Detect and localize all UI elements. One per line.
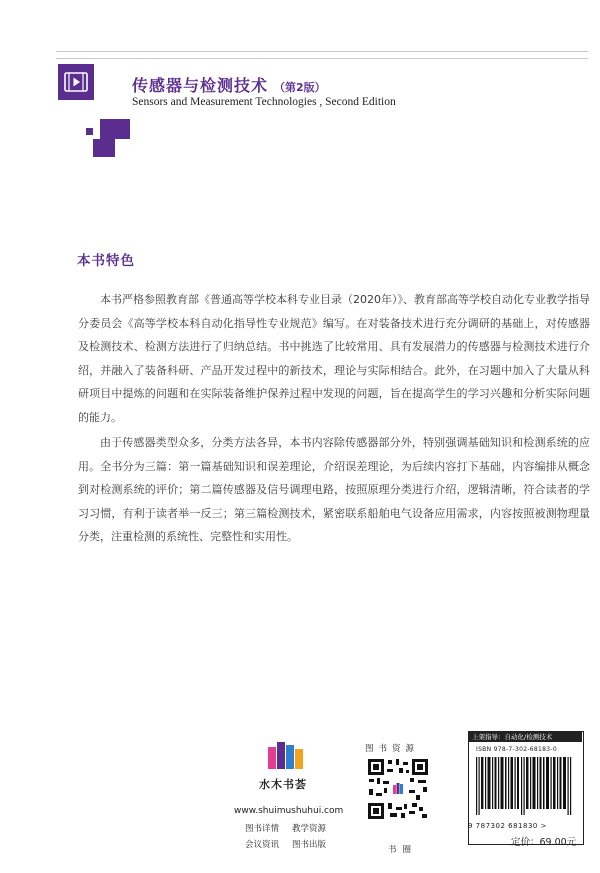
link-conference-info[interactable]: 会议资讯: [245, 840, 280, 850]
isbn-number: ISBN 978-7-302-68183-0: [476, 746, 557, 753]
video-icon: [58, 64, 94, 100]
publisher-brand: 水木书荟: [259, 778, 307, 791]
publisher-logo-icon: [268, 742, 306, 772]
features-paragraph-1: 本书严格参照教育部《普通高等学校本科专业目录（2020年）》、教育部高等学校自动化专业教学指导分委员会《高等学校本科自动化指导性专业规范》编写。在对装备技术进行充分调研的基础上，对传感器及检测技术、检测方法进行了归纳总结。书中挑选了比较常用、具有发展潜力的传感器与检测技术进行介绍，并融入了装备科研、产品开发过程中的新技术，理论与实际相结合。此外，在习题中加入了大量从科研项目中提炼的问题和在实际装备维护保养过程中发现的问题，旨在提高学生的学习兴趣和分析实际问题的能力。: [78, 293, 590, 424]
publisher-website[interactable]: www.shuimushuhui.com: [234, 806, 344, 816]
barcode-icon: [474, 757, 576, 815]
link-book-publishing[interactable]: 图书出版: [292, 840, 327, 850]
decor-square: [86, 128, 93, 135]
link-teaching-resources[interactable]: 教学资源: [292, 824, 327, 834]
book-edition: （第2版）: [274, 81, 326, 94]
features-heading: 本书特色: [77, 253, 135, 269]
book-title: [132, 73, 326, 96]
qr-label: 图书资源: [365, 744, 420, 754]
shelf-category: 上架指导：自动化/检测技术: [469, 732, 582, 742]
book-title-text: 传感器与检测技术: [132, 76, 269, 95]
decor-square: [100, 119, 130, 139]
top-rule-second: [56, 58, 588, 59]
book-price: 定价：69.00元: [511, 837, 577, 848]
decor-square: [93, 139, 115, 157]
top-rule: [56, 51, 588, 52]
qr-code-icon[interactable]: [366, 757, 430, 821]
barcode-digits: 9 787302 681830 >: [468, 822, 547, 830]
book-subtitle: Sensors and Measurement Technologies , Second Edition: [132, 96, 396, 108]
qr-caption: 书圈: [388, 845, 418, 855]
features-paragraph-2: 由于传感器类型众多，分类方法各异，本书内容除传感器部分外，特别强调基础知识和检测系统的应用。全书分为三篇：第一篇基础知识和误差理论，介绍误差理论，为后续内容打下基础，内容编排从概念到对检测系统的评价；第二篇传感器及信号调理电路，按照原理分类进行介绍，逻辑清晰，符合读者的学习习惯，有利于读者举一反三；第三篇检测技术，紧密联系船舶电气设备应用需求，内容按照被测物理量分类，注重检测的系统性、完整性和实用性。: [78, 436, 590, 543]
link-book-details[interactable]: 图书详情: [245, 824, 280, 834]
